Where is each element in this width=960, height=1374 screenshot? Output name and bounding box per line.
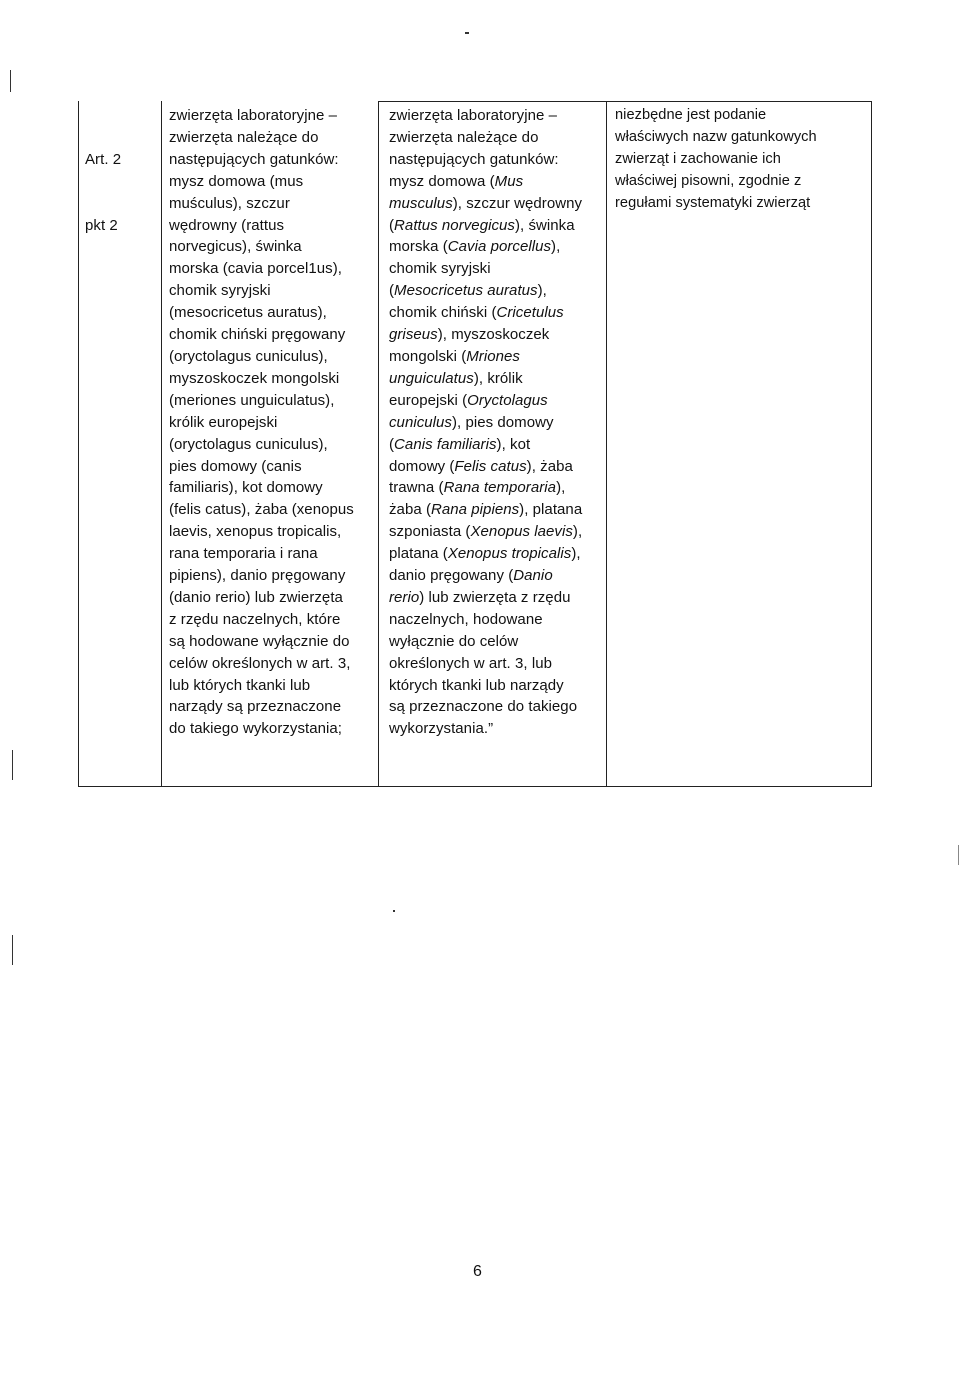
- text-run: żaba (: [389, 501, 431, 519]
- species-name: rerio: [389, 588, 420, 606]
- current-text-line: (mesocricetus auratus),: [169, 304, 327, 322]
- current-text-line: są hodowane wyłącznie do: [169, 632, 350, 650]
- current-text-line: do takiego wykorzystania;: [169, 720, 343, 738]
- text-run: chomik chiński (: [389, 304, 497, 322]
- text-run: ) lub zwierzęta z rzędu: [419, 588, 571, 606]
- column-divider: [606, 101, 607, 787]
- text-run: ), królik: [473, 369, 523, 387]
- article-reference-cell: [85, 105, 121, 280]
- proposed-text-line: [389, 521, 582, 543]
- proposed-text-line: [389, 368, 582, 390]
- species-name: Felis catus: [454, 457, 527, 475]
- text-run: mongolski (: [389, 347, 467, 365]
- current-text-line: mysz domowa (mus: [169, 172, 304, 190]
- current-text-line: norvegicus), świnka: [169, 238, 302, 256]
- proposed-text-line: [389, 696, 582, 718]
- species-name: Mus: [494, 172, 524, 190]
- text-run: (: [389, 216, 395, 234]
- current-text-line: narządy są przeznaczone: [169, 698, 342, 716]
- scan-artifact: [12, 750, 13, 780]
- species-name: Mesocricetus auratus: [394, 282, 538, 300]
- text-run: ), platana: [519, 501, 583, 519]
- text-run: wyłącznie do celów: [389, 632, 519, 650]
- species-name: unguiculatus: [389, 369, 474, 387]
- justification-cell: [615, 105, 817, 215]
- text-run: szponiasta (: [389, 523, 471, 541]
- current-text-line: lub których tkanki lub: [169, 676, 311, 694]
- species-name: Cricetulus: [496, 304, 564, 322]
- scan-artifact: [958, 845, 959, 865]
- proposed-text-line: [389, 499, 582, 521]
- current-text-line: myszoskoczek mongolski: [169, 369, 340, 387]
- current-text-line: (oryctolagus cuniculus),: [169, 435, 328, 453]
- proposed-text-line: [389, 105, 582, 127]
- species-name: griseus: [389, 326, 438, 344]
- proposed-text-line: [389, 718, 582, 740]
- species-name: Mriones: [466, 347, 520, 365]
- text-run: naczelnych, hodowane: [389, 610, 543, 628]
- proposed-text-line: [389, 477, 582, 499]
- current-text-cell: [169, 105, 354, 740]
- text-run: trawna (: [389, 479, 444, 497]
- proposed-text-line: [389, 390, 582, 412]
- current-text-line: (danio rerio) lub zwierzęta: [169, 588, 343, 606]
- current-text-line: z rzędu naczelnych, które: [169, 610, 341, 628]
- text-run: ),: [556, 479, 566, 497]
- proposed-text-line: [389, 149, 582, 171]
- species-name: musculus: [389, 194, 453, 212]
- text-run: danio pręgowany (: [389, 567, 514, 585]
- proposed-text-line: [389, 258, 582, 280]
- text-run: ), pies domowy: [451, 413, 554, 431]
- proposed-text-line: [389, 193, 582, 215]
- text-run: zwierzęta należące do: [389, 128, 539, 146]
- scan-artifact: [10, 70, 11, 92]
- proposed-text-line: [389, 324, 582, 346]
- text-run: domowy (: [389, 457, 455, 475]
- proposed-text-line: [389, 127, 582, 149]
- proposed-text-line: [389, 565, 582, 587]
- article-label: Art. 2: [85, 150, 122, 168]
- proposed-text-line: [389, 236, 582, 258]
- text-run: następujących gatunków:: [389, 150, 559, 168]
- text-run: ), myszoskoczek: [437, 326, 550, 344]
- text-run: mysz domowa (: [389, 172, 495, 190]
- text-run: morska (: [389, 238, 448, 256]
- text-run: zwierzęta laboratoryjne –: [389, 107, 558, 124]
- species-name: Oryctolagus: [467, 391, 548, 409]
- text-run: ),: [572, 523, 583, 541]
- current-text-line: morska (cavia porcel1us),: [169, 260, 342, 278]
- justification-line: niezbędne jest podanie: [615, 107, 767, 123]
- proposed-text-line: [389, 412, 582, 434]
- proposed-text-line: [389, 456, 582, 478]
- current-text-line: (oryctolagus cuniculus),: [169, 347, 328, 365]
- species-name: cuniculus: [389, 413, 452, 431]
- justification-line: regułami systematyki zwierząt: [615, 194, 811, 211]
- text-run: europejski (: [389, 391, 468, 409]
- text-run: (: [389, 435, 395, 453]
- current-text-line: familiaris), kot domowy: [169, 479, 323, 497]
- proposed-text-line: [389, 171, 582, 193]
- text-run: określonych w art. 3, lub: [389, 654, 552, 672]
- scan-artifact: [465, 32, 469, 34]
- text-run: chomik syryjski: [389, 260, 491, 278]
- species-name: Xenopus laevis: [470, 523, 573, 541]
- current-text-line: zwierzęta laboratoryjne –: [169, 107, 338, 124]
- current-text-line: zwierzęta należące do: [169, 128, 319, 146]
- current-text-line: celów określonych w art. 3,: [169, 654, 351, 672]
- species-name: Rana temporaria: [443, 479, 557, 497]
- justification-line: właściwej pisowni, zgodnie z: [615, 172, 802, 189]
- current-text-line: chomik chiński pręgowany: [169, 326, 346, 344]
- proposed-text-line: [389, 653, 582, 675]
- point-label: pkt 2: [85, 216, 118, 234]
- current-text-line: muśculus), szczur: [169, 194, 290, 212]
- current-text-line: pies domowy (canis: [169, 457, 302, 475]
- text-run: są przeznaczone do takiego: [389, 698, 578, 716]
- current-text-line: wędrowny (rattus: [169, 216, 285, 234]
- page-number: 6: [473, 1263, 482, 1280]
- text-run: ), żaba: [526, 457, 573, 475]
- column-divider: [378, 101, 379, 787]
- current-text-line: królik europejski: [169, 413, 278, 431]
- scan-artifact: [12, 935, 13, 965]
- proposed-text-line: [389, 302, 582, 324]
- proposed-text-line: [389, 215, 582, 237]
- current-text-line: następujących gatunków:: [169, 150, 339, 168]
- proposed-text-line: [389, 609, 582, 631]
- current-text-line: rana temporaria i rana: [169, 545, 318, 563]
- current-text-line: pipiens), danio pręgowany: [169, 567, 346, 585]
- text-run: ),: [551, 238, 561, 256]
- species-name: Xenopus tropicalis: [447, 545, 572, 563]
- proposed-text-line: [389, 675, 582, 697]
- text-run: ), kot: [496, 435, 531, 453]
- justification-line: właściwych nazw gatunkowych: [615, 128, 817, 145]
- proposed-text-line: [389, 346, 582, 368]
- species-name: Rana pipiens: [431, 501, 520, 519]
- species-name: Cavia porcellus: [447, 238, 552, 256]
- proposed-text-line: [389, 631, 582, 653]
- proposed-text-line: [389, 543, 582, 565]
- text-run: ),: [537, 282, 547, 300]
- current-text-line: (meriones unguiculatus),: [169, 391, 335, 409]
- justification-line: zwierząt i zachowanie ich: [615, 150, 781, 167]
- text-run: wykorzystania.”: [389, 720, 494, 738]
- current-text-line: chomik syryjski: [169, 282, 271, 300]
- text-run: ),: [571, 545, 581, 563]
- text-run: (: [389, 282, 395, 300]
- text-run: platana (: [389, 545, 448, 563]
- text-run: ), świnka: [514, 216, 575, 234]
- text-run: ), szczur wędrowny: [452, 194, 583, 212]
- current-text-line: laevis, xenopus tropicalis,: [169, 523, 342, 541]
- species-name: Rattus norvegicus: [394, 216, 515, 234]
- proposed-text-line: [389, 280, 582, 302]
- current-text-line: (felis catus), żaba (xenopus: [169, 501, 354, 519]
- column-divider: [161, 101, 162, 787]
- text-run: których tkanki lub narządy: [389, 676, 564, 694]
- species-name: Canis familiaris: [394, 435, 497, 453]
- scan-artifact: [393, 910, 395, 912]
- species-name: Danio: [513, 567, 553, 585]
- proposed-text-line: [389, 434, 582, 456]
- table-top-rule: [378, 101, 872, 102]
- proposed-text-cell: [389, 105, 582, 740]
- proposed-text-line: [389, 587, 582, 609]
